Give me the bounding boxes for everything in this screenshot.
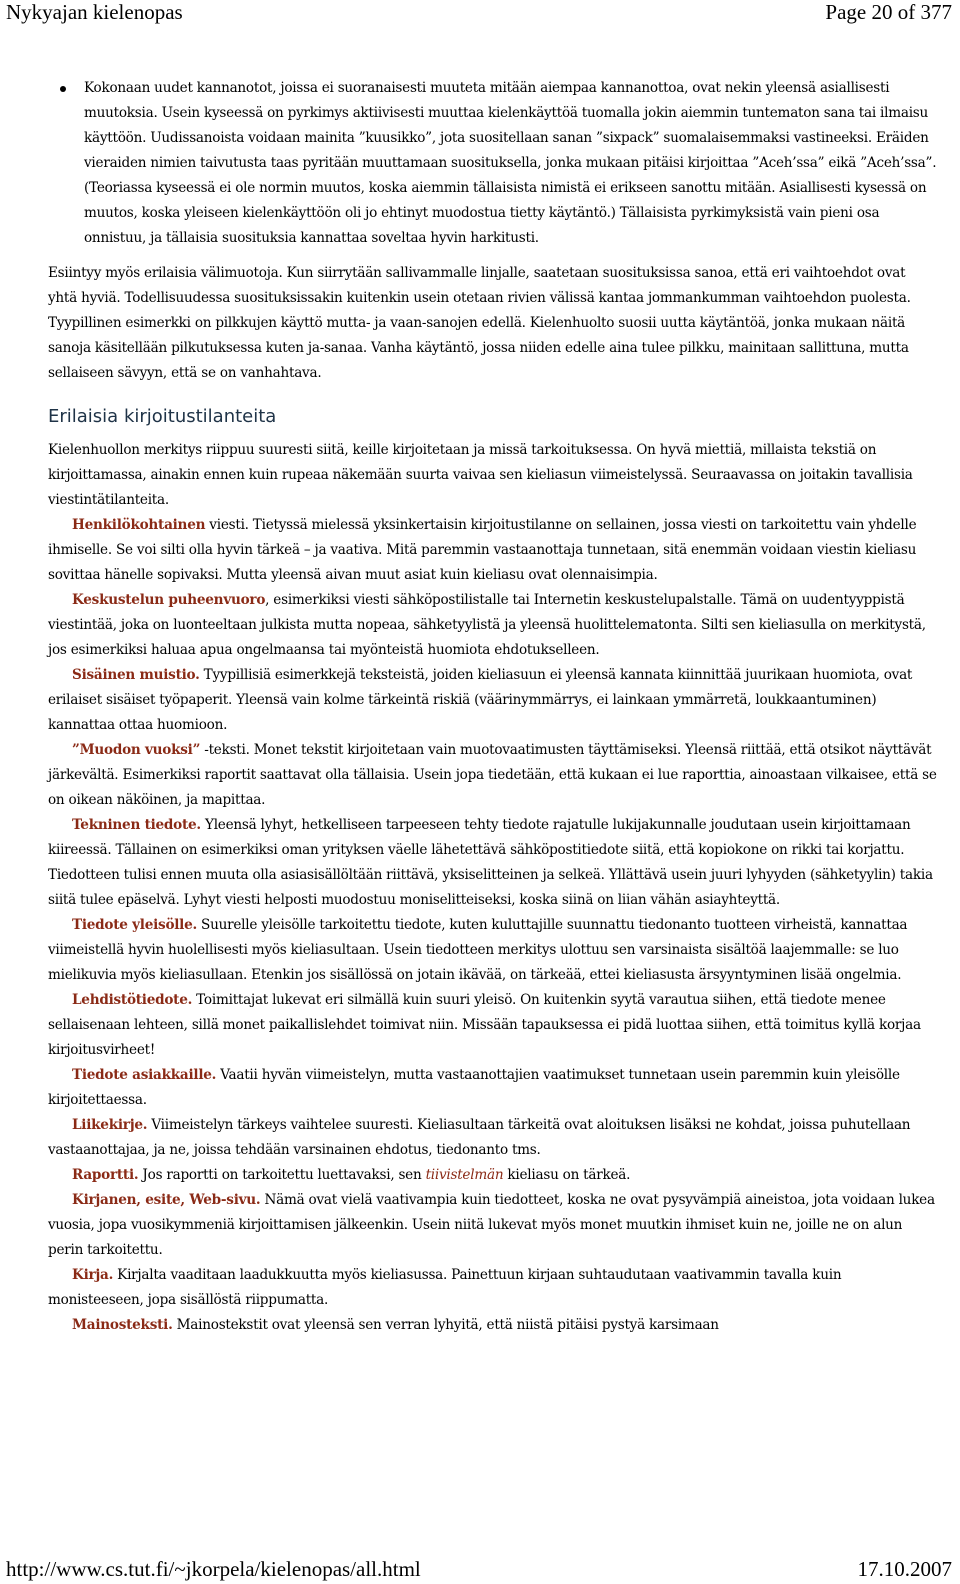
description: Suurelle yleisölle tarkoitettu tiedote, kuten kuluttajille suunnattu tiedonanto tuotteen virheistä, kannattaa viimeistellä hyvin huolellisesti myös kieliasultaan. Usein tiedotteen merkitys ulottuu sen varsinaista sisältöä laajemmalle: se luo mielikuvia myös kieliasullaan. Etenkin jos sisällössä on jotain ikävää, on tärkeää, ettei kieliasusta ärsyyntyminen lisää ongelmia.	[48, 917, 908, 983]
term: ”Muodon vuoksi”	[72, 742, 201, 758]
list-item	[48, 1163, 938, 1188]
document-title: Nykyajan kielenopas	[6, 0, 183, 24]
description: Jos raportti on tarkoitettu luettavaksi, sen	[138, 1167, 426, 1183]
description: Toimittajat lukevat eri silmällä kuin suuri yleisö. On kuitenkin syytä varautua siihen, että tiedote menee sellaisenaan lehteen, sillä monet paikallislehdet toimivat niin. Missään tapauksessa ei pidä luottaa siihen, että toimitus kyllä korjaa kirjoitusvirheet!	[48, 992, 921, 1058]
term: Kirja.	[72, 1267, 114, 1283]
list-item	[48, 663, 938, 738]
section-heading: Erilaisia kirjoitustilanteita	[48, 406, 277, 427]
term: Tiedote asiakkaille.	[72, 1067, 217, 1083]
term: Lehdistötiedote.	[72, 992, 193, 1008]
description: Tyypillisiä esimerkkejä teksteistä, joiden kieliasuun ei yleensä kannata kiinnittää juurikaan huomiota, ovat erilaiset sisäiset työpaperit. Yleensä vain kolme tärkeintä riskiä (väärinymmärrys, ei lainkaan ymmärretä, loukkaantuminen) kannattaa ottaa huomioon.	[48, 667, 913, 733]
list-item	[48, 813, 938, 913]
description: -teksti. Monet tekstit kirjoitetaan vain muotovaatimusten täyttämiseksi. Yleensä riittää, että otsikot näyttävät järkevältä. Esimerkiksi raportit saattavat olla tällaisia. Usein jopa tiedetään, että kukaan ei lue raporttia, ainoastaan vilkaisee, että se on oikean näköinen, ja mapittaa.	[48, 742, 937, 808]
source-url: http://www.cs.tut.fi/~jkorpela/kielenopas/all.html	[6, 1557, 421, 1581]
list-item	[48, 588, 938, 663]
list-item	[48, 1263, 938, 1313]
list-item	[48, 513, 938, 588]
list-item	[48, 738, 938, 813]
description: Nämä ovat vielä vaativampia kuin tiedotteet, koska ne ovat pysyvämpiä aineistoa, jota voidaan lukea vuosia, jopa vuosikymmeniä kirjoittamisen jälkeenkin. Usein niitä lukevat myös monet muutkin ihmiset kuin ne, joille ne on alun perin tarkoitettu.	[48, 1192, 935, 1258]
list-item-text: Kokonaan uudet kannanotot, joissa ei suoranaisesti muuteta mitään aiempaa kannanottoa, ovat nekin yleensä asiallisesti muutoksia. Usein kyseessä on pyrkimys aktiivisesti muuttaa kielenkäyttöä tuomalla jokin aiemmin tuntematon sana tai ilmaisu käyttöön. Uudissanoista voidaan mainita ”kuusikko”, jota suositellaan sanan ”sixpack” suomalaisemmaksi vastineeksi. Eräiden vieraiden nimien taivutusta taas pyritään muuttamaan suosituksella, jonka mukaan pitäisi kirjoittaa ”Aceh’ssa” eikä ”Aceh’ssa”. (Teoriassa kyseessä ei ole normin muutos, koska aiemmin tällaisista nimistä ei erikseen sanottu mitään. Asiallisesti kysessä on muutos, koska yleiseen kielenkäyttöön oli jo ehtinyt muodostua tietty käytäntö.) Tällaisista pyrkimyksistä vain pieni osa onnistuu, ja tällaisia suosituksia kannattaa soveltaa hyvin harkitusti.	[84, 80, 937, 246]
description: Vaatii hyvän viimeistelyn, mutta vastaanottajien vaatimukset tunnetaan usein paremmin kuin yleisölle kirjoitettaessa.	[48, 1067, 900, 1108]
description: , esimerkiksi viesti sähköpostilistalle tai Internetin keskustelupalstalle. Tämä on uudentyyppistä viestintää, joka on luonteeltaan julkista mutta nopeaa, sähketyylistä ja yleensä huolittelematonta. Silti sen kieliasulla on merkitystä, jos esimerkiksi haluaa apua ongelmaansa tai myönteistä huomiota ehdotukselleen.	[48, 592, 926, 658]
print-date: 17.10.2007	[857, 1557, 952, 1581]
page-header	[0, 0, 960, 28]
description-end: kieliasu on tärkeä.	[503, 1167, 631, 1183]
list-item	[48, 1188, 938, 1263]
term: Keskustelun puheenvuoro	[72, 592, 266, 608]
list-item	[48, 1063, 938, 1113]
term: Mainosteksti.	[72, 1317, 173, 1333]
bullet-icon	[60, 86, 66, 92]
paragraph: Esiintyy myös erilaisia välimuotoja. Kun siirrytään sallivammalle linjalle, saatetaan suosituksissa sanoa, että eri vaihtoehdot ovat yhtä hyviä. Todellisuudessa suosituksissakin kuitenkin usein otetaan rivien välissä kantaa jommankumman vaihtoehdon puolesta. Tyypillinen esimerkki on pilkkujen käyttö mutta- ja vaan-sanojen edellä. Kielenhuolto suosii uutta käytäntöä, jonka mukaan näitä sanoja käsitellään pilkutuksessa kuten ja-sanaa. Vanha käytäntö, jossa niiden edelle aina tulee pilkku, mainitaan sallittuna, mutta sellaiseen sävyyn, että se on vanhahtava.	[48, 265, 911, 381]
term: Tekninen tiedote.	[72, 817, 201, 833]
description: Viimeistelyn tärkeys vaihtelee suuresti. Kieliasultaan tärkeitä ovat aloituksen lisäksi ne kohdat, joissa puhutellaan vastaanottajaa, ja ne, joissa tehdään varsinainen ehdotus, tiedonanto tms.	[48, 1117, 911, 1158]
list-item	[48, 1113, 938, 1163]
term: Tiedote yleisölle.	[72, 917, 197, 933]
description: Yleensä lyhyt, hetkelliseen tarpeeseen tehty tiedote rajatulle lukijakunnalle joudutaan usein kirjoittamaan kiireessä. Tällainen on esimerkiksi oman yrityksen väelle lähetettävä sähköpostitiedote siitä, että kopiokone on rikki tai korjattu. Tiedotteen tulisi ennen muuta olla asiasisällöltään riittävä, yksiselitteinen ja selkeä. Yllättävä usein juuri lyhyyden (sähketyylin) takia siitä tulee epäselvä. Lyhyt viesti helposti muodostuu moniselitteiseksi, koska siinä on liian vähän asiayhteyttä.	[48, 817, 933, 908]
term: Liikekirje.	[72, 1117, 148, 1133]
term: Raportti.	[72, 1167, 139, 1183]
description: viesti. Tietyssä mielessä yksinkertaisin kirjoitustilanne on sellainen, jossa viesti on tarkoitettu vain yhdelle ihmiselle. Se voi silti olla hyvin tärkeä – ja vaativa. Mitä paremmin vastaanottaja tunnetaan, sitä enemmän voidaan viestin kieliasu sovittaa hänelle sopivaksi. Mutta yleensä aivan muut asiat kuin kieliasu ovat olennaisimpia.	[48, 517, 917, 583]
term: Sisäinen muistio.	[72, 667, 200, 683]
emphasis: tiivistelmän	[425, 1167, 504, 1183]
page-footer	[0, 1554, 960, 1584]
term: Henkilökohtainen	[72, 517, 206, 533]
description: Mainostekstit ovat yleensä sen verran lyhyitä, että niistä pitäisi pystyä karsimaan	[172, 1317, 719, 1333]
term: Kirjanen, esite, Web-sivu.	[72, 1192, 261, 1208]
document-body	[48, 76, 938, 1338]
list-item	[48, 76, 938, 251]
section-intro: Kielenhuollon merkitys riippuu suuresti siitä, keille kirjoitetaan ja missä tarkoituksessa. On hyvä miettiä, millaista tekstiä on kirjoittamassa, ainakin ennen kuin rupeaa näkemään suurta vaivaa sen kieliasun viimeistelyssä. Seuraavassa on joitakin tavallisia viestintätilanteita.	[48, 442, 913, 508]
list-item	[48, 988, 938, 1063]
page-number: Page 20 of 377	[825, 0, 952, 24]
list-item	[48, 913, 938, 988]
list-item	[48, 1313, 938, 1338]
description: Kirjalta vaaditaan laadukkuutta myös kieliasussa. Painettuun kirjaan suhtaudutaan vaativammin tavalla kuin monisteeseen, jopa sisällöstä riippumatta.	[48, 1267, 842, 1308]
